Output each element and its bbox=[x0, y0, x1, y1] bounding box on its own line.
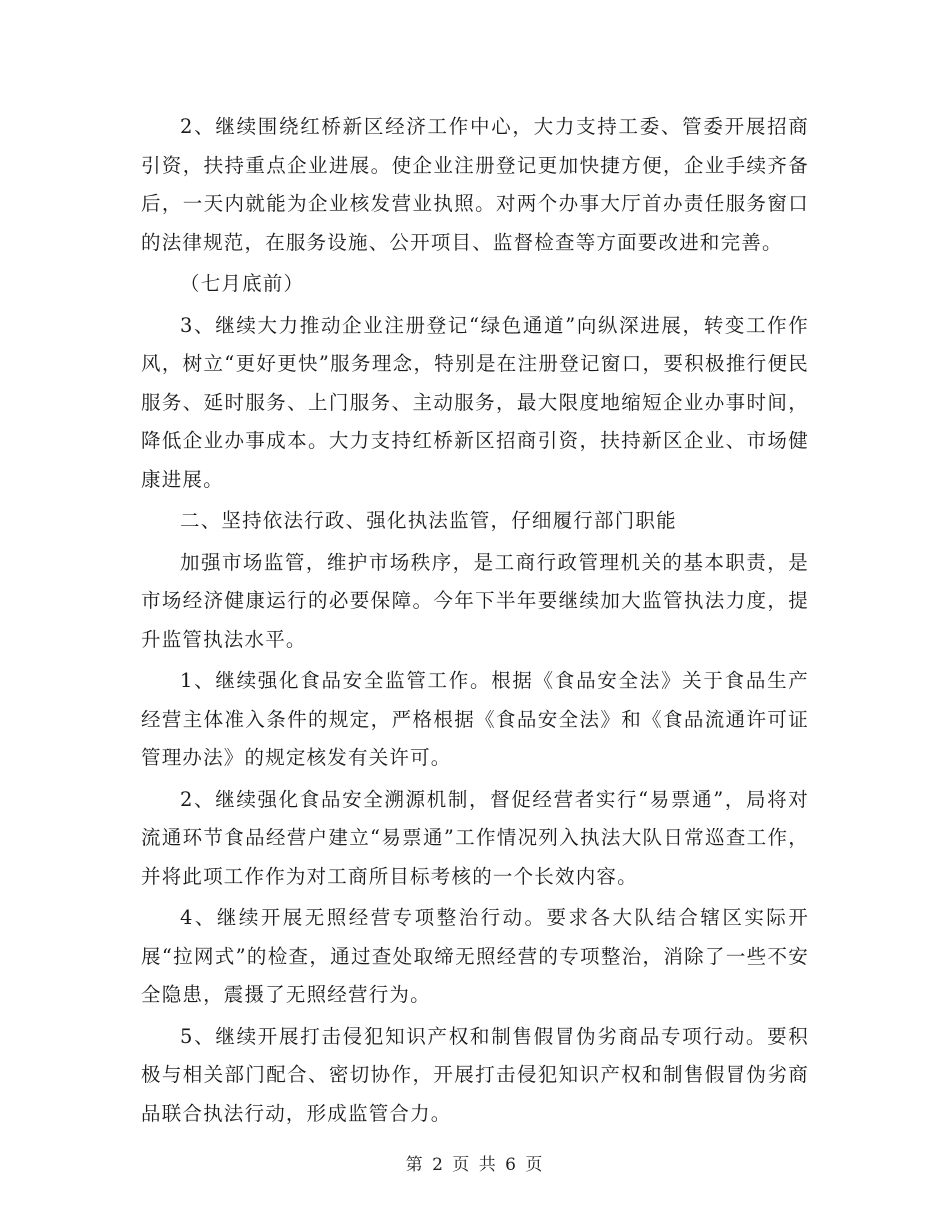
page-number-footer: 第 2 页 共 6 页 bbox=[405, 1155, 545, 1175]
paragraph-item-2-hongqiao: 2、继续围绕红桥新区经济工作中心，大力支持工委、管委开展招商引资，扶持重点企业进展。使企业注册登记更加快捷方便，企业手续齐备后，一天内就能为企业核发营业执照。对两个办事大厅首办责任服务窗口的法律规范，在服务设施、公开项目、监督检查等方面要改进和完善。 bbox=[141, 115, 809, 254]
paragraph-deadline-note: （七月底前） bbox=[180, 272, 305, 295]
paragraph-item-2-traceability: 2、继续强化食品安全溯源机制，督促经营者实行“易票通”，局将对流通环节食品经营户建立“易票通”工作情况列入执法大队日常巡查工作，并将此项工作作为对工商所目标考核的一个长效内容。 bbox=[141, 787, 809, 888]
paragraph-item-1-food-safety: 1、继续强化食品安全监管工作。根据《食品安全法》关于食品生产经营主体准入条件的规定，严格根据《食品安全法》和《食品流通许可证管理办法》的规定核发有关许可。 bbox=[141, 669, 809, 769]
paragraph-item-5-ip-counterfeit: 5、继续开展打击侵犯知识产权和制售假冒伪劣商品专项行动。要积极与相关部门配合、密切协作，开展打击侵犯知识产权和制售假冒伪劣商品联合执法行动，形成监管合力。 bbox=[141, 1024, 809, 1125]
paragraph-item-4-unlicensed: 4、继续开展无照经营专项整治行动。要求各大队结合辖区实际开展“拉网式”的检查，通过查处取缔无照经营的专项整治，消除了一些不安全隐患，震摄了无照经营行为。 bbox=[141, 906, 809, 1006]
section-heading-law-enforcement: 二、坚持依法行政、强化执法监管，仔细履行部门职能 bbox=[180, 509, 677, 532]
document-body bbox=[141, 108, 809, 1136]
paragraph-market-supervision: 加强市场监管，维护市场秩序，是工商行政管理机关的基本职责，是市场经济健康运行的必要保障。今年下半年要继续加大监管执法力度，提升监管执法水平。 bbox=[141, 550, 809, 651]
paragraph-item-3-green-channel: 3、继续大力推动企业注册登记“绿色通道”向纵深进展，转变工作作风，树立“更好更快”服务理念，特别是在注册登记窗口，要积极推行便民服务、延时服务、上门服务、主动服务，最大限度地缩短企业办事时间，降低企业办事成本。大力支持红桥新区招商引资，扶持新区企业、市场健康进展。 bbox=[141, 313, 809, 491]
